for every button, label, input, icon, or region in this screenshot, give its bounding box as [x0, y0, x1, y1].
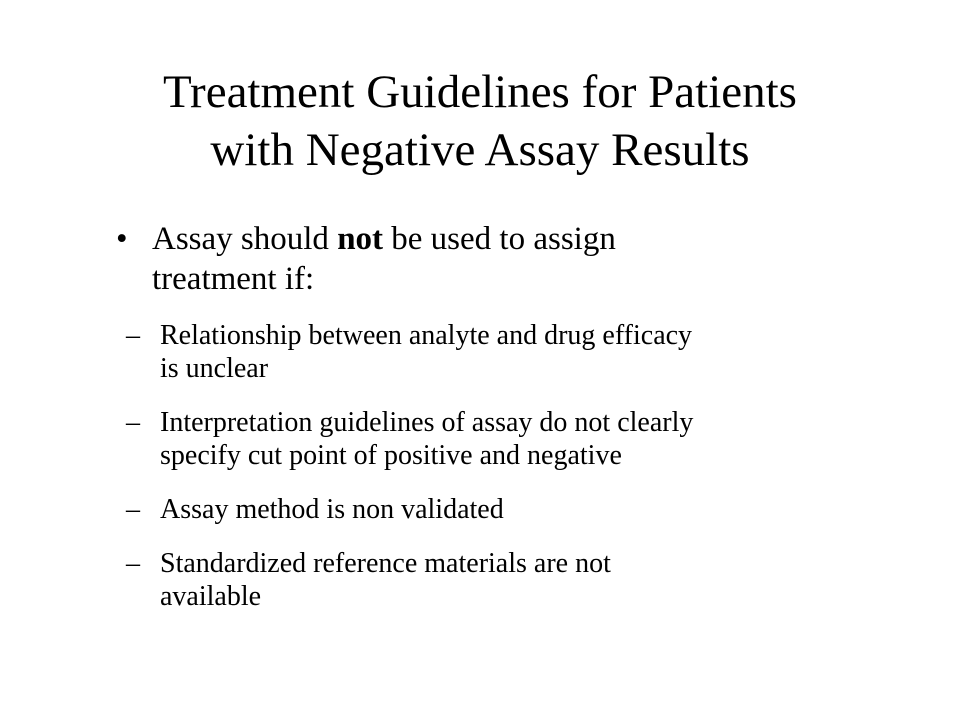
sub-bullet-list	[126, 319, 886, 634]
main-bullet-text-line-2: treatment if:	[152, 261, 315, 297]
sub-bullet-item	[126, 547, 886, 613]
sub-bullet-line-2: available	[160, 581, 262, 612]
slide-title-line-1: Treatment Guidelines for Patients	[163, 66, 797, 118]
sub-bullet-line-1: Standardized reference materials are not	[160, 548, 611, 579]
main-bullet-text	[152, 219, 876, 299]
sub-bullet-line-2: specify cut point of positive and negative	[160, 440, 622, 471]
sub-bullet-dash: –	[126, 320, 140, 351]
main-bullet-text-pre: Assay should	[152, 221, 338, 257]
sub-bullet-text	[160, 406, 886, 472]
sub-bullet-text	[160, 493, 886, 526]
sub-bullet-line-1: Interpretation guidelines of assay do not clearly	[160, 407, 694, 438]
sub-bullet-line-1: Relationship between analyte and drug efficacy	[160, 320, 693, 351]
slide-title	[60, 63, 900, 179]
sub-bullet-dash: –	[126, 548, 140, 579]
sub-bullet-text	[160, 547, 886, 613]
sub-bullet-item	[126, 319, 886, 385]
main-bullet-text-post: be used to assign	[383, 221, 616, 257]
sub-bullet-item	[126, 493, 886, 526]
sub-bullet-item	[126, 406, 886, 472]
sub-bullet-line-1: Assay method is non validated	[160, 494, 504, 525]
bullet-marker: •	[116, 221, 128, 257]
sub-bullet-line-2: is unclear	[160, 353, 269, 384]
slide-title-line-2: with Negative Assay Results	[210, 124, 750, 176]
sub-bullet-text	[160, 319, 886, 385]
main-bullet-text-bold: not	[337, 221, 384, 257]
sub-bullet-dash: –	[126, 407, 140, 438]
sub-bullet-dash: –	[126, 494, 140, 525]
main-bullet	[116, 219, 876, 299]
